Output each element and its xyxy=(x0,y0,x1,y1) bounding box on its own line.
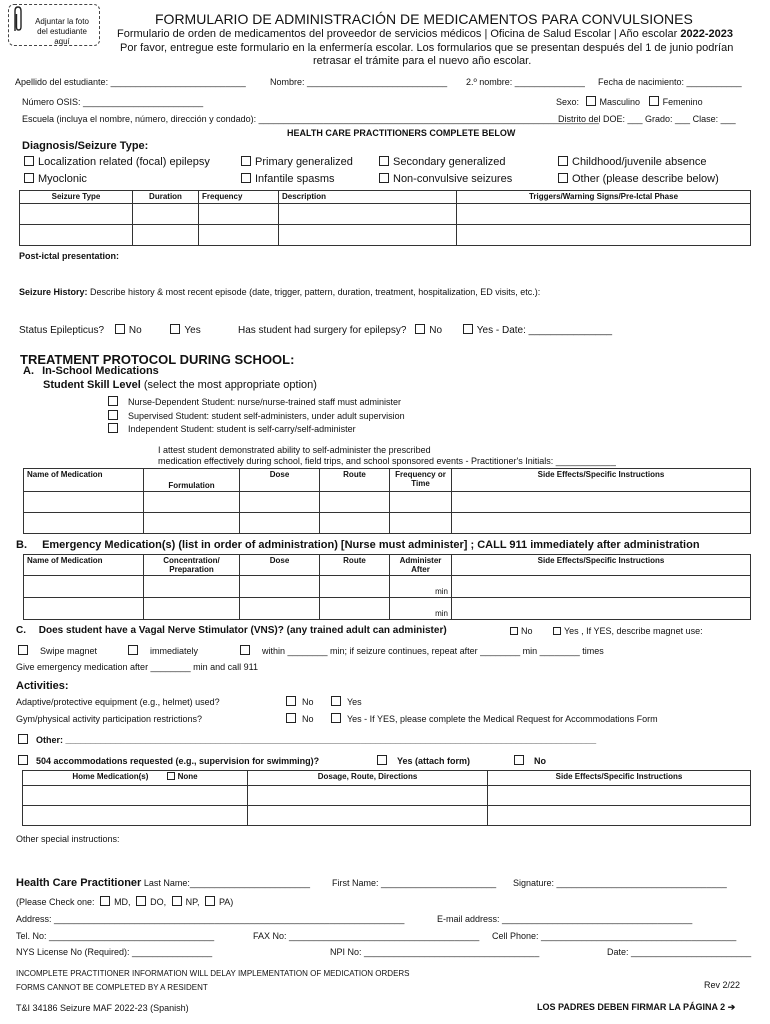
swipe-magnet-label: Swipe magnet xyxy=(40,646,98,656)
table-cell[interactable] xyxy=(457,225,751,246)
hcp-cell-field[interactable]: Cell Phone: _______________________________________ xyxy=(492,931,737,941)
arrow-right-icon: ➔ xyxy=(727,1002,736,1012)
protective-yes-option[interactable] xyxy=(331,696,362,707)
status-epilepticus-group xyxy=(19,324,201,336)
other-activities-option[interactable] xyxy=(18,734,596,745)
paperclip-icon xyxy=(12,5,24,35)
hcp-date-field[interactable]: Date: ________________________ xyxy=(607,947,752,957)
table-cell[interactable] xyxy=(240,492,320,513)
table-cell[interactable] xyxy=(452,598,751,620)
status-epilepticus-label: Status Epilepticus? xyxy=(19,325,105,336)
parents-sign-notice xyxy=(537,1002,735,1013)
med-col-route: Route xyxy=(320,469,390,492)
student-last-name-field[interactable]: Apellido del estudiante: ___________________________ xyxy=(15,77,246,87)
form-instructions-line1: Por favor, entregue este formulario en la enfermería escolar. Los formularios que se presentan después del 1 de junio podrían xyxy=(120,42,734,54)
hcp-first-name-field[interactable]: First Name: _______________________ xyxy=(332,878,497,888)
checkbox-surgery-no[interactable] xyxy=(415,324,425,334)
diagnosis-option-label: Localization related (focal) epilepsy xyxy=(38,156,210,168)
student-first-name-field[interactable]: Nombre: ____________________________ xyxy=(270,77,448,87)
emerg-col-side-effects: Side Effects/Specific Instructions xyxy=(452,555,751,576)
surgery-yes-date-field[interactable]: Yes - Date: _______________ xyxy=(476,325,613,336)
checkbox-supervised[interactable] xyxy=(108,410,118,420)
table-cell[interactable] xyxy=(24,598,144,620)
table-cell[interactable] xyxy=(452,576,751,598)
seizure-history-text: Describe history & most recent episode (date, trigger, pattern, duration, treatment, hospitalization, ED visits, etc.): xyxy=(90,287,541,297)
vns-swipe-option[interactable] xyxy=(18,645,97,656)
skill-option-nurse-dependent[interactable] xyxy=(108,396,401,407)
seizure-col-duration: Duration xyxy=(133,191,199,204)
table-cell[interactable] xyxy=(488,786,751,806)
photo-attachment-box xyxy=(8,4,100,46)
district-grade-class-field[interactable]: Distrito del DOE: ___ Grado: ___ Clase: ___ xyxy=(558,114,736,124)
med-col-side-effects: Side Effects/Specific Instructions xyxy=(452,469,751,492)
checkbox-pa[interactable] xyxy=(205,896,215,906)
diagnosis-option-other[interactable] xyxy=(558,173,719,185)
checkbox-male[interactable] xyxy=(586,96,596,106)
accommodations-label: 504 accommodations requested (e.g., supervision for swimming)? xyxy=(36,756,320,766)
skill-level-label: Student Skill Level xyxy=(43,379,141,391)
emerg-col-administer-after: Administer After xyxy=(390,555,452,576)
table-row xyxy=(24,492,751,513)
table-cell[interactable] xyxy=(199,204,279,225)
table-cell[interactable] xyxy=(240,513,320,534)
table-cell[interactable] xyxy=(452,492,751,513)
hcp-last-name-field[interactable]: Last Name:________________________ xyxy=(143,878,310,888)
protective-no-option[interactable] xyxy=(286,696,314,707)
hcp-fax-field[interactable]: FAX No: ______________________________________ xyxy=(253,931,480,941)
table-cell[interactable] xyxy=(390,492,452,513)
skill-option-label: Independent Student: student is self-carry/self-administer xyxy=(128,424,356,434)
diagnosis-option-label: Non-convulsive seizures xyxy=(393,173,513,185)
gym-restrictions-question: Gym/physical activity participation restrictions? xyxy=(16,714,203,724)
gym-yes-option[interactable] xyxy=(331,713,658,724)
emergency-heading xyxy=(16,539,700,551)
section-b-label: B. xyxy=(16,539,27,551)
sex-group xyxy=(556,96,703,107)
vns-immediately-option[interactable] xyxy=(128,645,198,656)
diagnosis-option-absence[interactable] xyxy=(558,156,707,168)
gym-no-option[interactable] xyxy=(286,713,314,724)
vns-yes-option[interactable] xyxy=(553,626,703,636)
hcp-title: Health Care Practitioner xyxy=(16,877,142,889)
skill-option-independent[interactable] xyxy=(108,423,356,434)
status-yes-label: Yes xyxy=(184,325,201,336)
section-a-title: In-School Medications xyxy=(42,365,159,377)
surgery-no-label: No xyxy=(429,325,443,336)
skill-level-heading xyxy=(43,379,317,391)
table-cell[interactable] xyxy=(20,225,133,246)
emergency-medication-table xyxy=(23,554,751,620)
med-col-formulation: Formulation xyxy=(144,469,240,492)
form-id: T&I 34186 Seizure MAF 2022-23 (Spanish) xyxy=(16,1003,189,1013)
checkbox-504-no[interactable] xyxy=(514,755,524,765)
table-cell[interactable] xyxy=(199,225,279,246)
table-cell[interactable] xyxy=(144,513,240,534)
table-cell[interactable] xyxy=(488,806,751,826)
np-label: NP, xyxy=(185,897,200,907)
sex-label: Sexo: xyxy=(556,97,580,107)
checkbox-gym-yes[interactable] xyxy=(331,713,341,723)
checkbox-status-yes[interactable] xyxy=(170,324,180,334)
diagnosis-option-label: Secondary generalized xyxy=(393,156,506,168)
seizure-col-type: Seizure Type xyxy=(20,191,133,204)
section-c-label: C. xyxy=(16,625,26,636)
post-ictal-label: Post-ictal presentation: xyxy=(19,251,120,261)
emerg-col-route: Route xyxy=(320,555,390,576)
md-label: MD, xyxy=(114,897,131,907)
table-cell[interactable] xyxy=(23,806,248,826)
checkbox-secondary[interactable] xyxy=(379,156,389,166)
table-cell[interactable] xyxy=(240,598,320,620)
med-col-name: Name of Medication xyxy=(24,469,144,492)
table-cell[interactable] xyxy=(144,598,240,620)
min-cell[interactable]: min xyxy=(390,576,452,598)
table-cell[interactable] xyxy=(390,513,452,534)
table-cell[interactable] xyxy=(144,576,240,598)
osis-field[interactable]: Número OSIS: ________________________ xyxy=(22,97,204,107)
table-row xyxy=(20,204,751,225)
skill-option-label: Nurse-Dependent Student: nurse/nurse-trained staff must administer xyxy=(128,397,401,407)
form-subtitle-text: Formulario de orden de medicamentos del proveedor de servicios médicos | Oficina de Salud Escolar | Año escolar xyxy=(117,28,678,40)
table-cell[interactable] xyxy=(24,576,144,598)
hcp-tel-field[interactable]: Tel. No: _________________________________ xyxy=(16,931,215,941)
sex-female-label: Femenino xyxy=(662,97,703,107)
activities-title: Activities: xyxy=(16,680,69,692)
accommodations-yes-option[interactable] xyxy=(377,755,470,766)
checkbox-504[interactable] xyxy=(18,755,28,765)
seizure-table xyxy=(19,190,751,246)
accommodations-no-label: No xyxy=(534,756,546,766)
checkbox-within[interactable] xyxy=(240,645,250,655)
vns-yes-label: Yes , If YES, describe magnet use: xyxy=(564,626,703,636)
diagnosis-option-nonconvulsive[interactable] xyxy=(379,173,512,185)
pa-label: PA) xyxy=(218,897,234,907)
table-cell[interactable] xyxy=(240,576,320,598)
accommodations-yes-label: Yes (attach form) xyxy=(397,756,471,766)
hcp-email-field[interactable]: E-mail address: ______________________________________ xyxy=(437,914,693,924)
parents-sign-text: LOS PADRES DEBEN FIRMAR LA PÁGINA 2 xyxy=(537,1002,726,1012)
home-medication-table xyxy=(22,770,751,826)
accommodations-no-option[interactable] xyxy=(514,755,546,766)
vns-question: Does student have a Vagal Nerve Stimulator (VNS)? (any trained adult can administer) xyxy=(38,625,447,636)
table-cell[interactable] xyxy=(457,204,751,225)
footer-warning-resident: FORMS CANNOT BE COMPLETED BY A RESIDENT xyxy=(16,983,208,992)
attestation-line2[interactable]: medication effectively during school, field trips, and school sponsored events - Practitioner's Initials: ____________ xyxy=(158,456,616,466)
checkbox-vns-no[interactable] xyxy=(510,627,518,635)
table-cell[interactable] xyxy=(24,492,144,513)
seizure-col-triggers: Triggers/Warning Signs/Pre-Ictal Phase xyxy=(457,191,751,204)
checkbox-female[interactable] xyxy=(649,96,659,106)
emerg-col-concentration: Concentration/ Preparation xyxy=(144,555,240,576)
treatment-title: TREATMENT PROTOCOL DURING SCHOOL: xyxy=(20,352,295,367)
accommodations-question[interactable] xyxy=(18,755,319,766)
do-label: DO, xyxy=(150,897,167,907)
seizure-history-label: Seizure History: xyxy=(19,287,88,297)
vns-within-option[interactable] xyxy=(240,645,604,656)
checkbox-nonconvulsive[interactable] xyxy=(379,173,389,183)
protective-equipment-question: Adaptive/protective equipment (e.g., helmet) used? xyxy=(16,697,220,707)
in-school-heading xyxy=(23,365,159,377)
home-col-medication xyxy=(23,771,248,786)
hcp-address-field[interactable]: Address: ______________________________________________________________________ xyxy=(16,914,405,924)
form-subtitle xyxy=(117,28,733,40)
table-cell[interactable] xyxy=(144,492,240,513)
school-year: 2022-2023 xyxy=(680,28,733,40)
vns-heading xyxy=(16,625,447,636)
table-row xyxy=(24,576,751,598)
surgery-group xyxy=(238,324,612,336)
table-cell[interactable] xyxy=(320,492,390,513)
hcp-check-label: (Please Check one: xyxy=(16,897,95,907)
diagnosis-option-focal[interactable] xyxy=(24,156,210,168)
hcp-license-field[interactable]: NYS License No (Required): ________________ xyxy=(16,947,213,957)
table-cell[interactable] xyxy=(279,204,457,225)
skill-option-label: Supervised Student: student self-administers, under adult supervision xyxy=(128,411,405,421)
diagnosis-title: Diagnosis/Seizure Type: xyxy=(22,140,149,152)
skill-level-note: (select the most appropriate option) xyxy=(143,379,317,391)
form-instructions-line2: retrasar el trámite para el nuevo año escolar. xyxy=(313,55,532,67)
other-activities-field[interactable]: Other: __________________________________________________________________________________________________________ xyxy=(36,735,597,745)
birth-date-field[interactable]: Fecha de nacimiento: ___________ xyxy=(598,77,742,87)
home-none-label: None xyxy=(177,772,198,781)
diagnosis-option-label: Other (please describe below) xyxy=(572,173,719,185)
checkbox-vns-yes[interactable] xyxy=(553,627,561,635)
table-cell[interactable] xyxy=(279,225,457,246)
checkbox-independent[interactable] xyxy=(108,423,118,433)
in-school-medication-table xyxy=(23,468,751,534)
other-instructions-label: Other special instructions: xyxy=(16,834,120,844)
table-cell[interactable] xyxy=(248,786,488,806)
checkbox-focal[interactable] xyxy=(24,156,34,166)
checkbox-protective-no[interactable] xyxy=(286,696,296,706)
diagnosis-option-label: Myoclonic xyxy=(38,173,87,185)
checkbox-absence[interactable] xyxy=(558,156,568,166)
status-no-label: No xyxy=(128,325,142,336)
within-field[interactable]: within ________ min; if seizure continues, repeat after ________ min ________ times xyxy=(262,646,604,656)
diagnosis-option-label: Childhood/juvenile absence xyxy=(572,156,707,168)
table-cell[interactable] xyxy=(133,204,199,225)
emerg-col-name: Name of Medication xyxy=(24,555,144,576)
home-col-dosage: Dosage, Route, Directions xyxy=(248,771,488,786)
attestation-line1: I attest student demonstrated ability to self-administer the prescribed xyxy=(158,445,431,455)
photo-label-line1: Adjuntar la foto xyxy=(35,17,89,26)
hcp-credential-row xyxy=(16,896,233,907)
form-title: FORMULARIO DE ADMINISTRACIÓN DE MEDICAMENTOS PARA CONVULSIONES xyxy=(155,11,693,27)
diagnosis-option-myoclonic[interactable] xyxy=(24,173,87,185)
checkbox-home-none[interactable] xyxy=(167,772,175,780)
seizure-col-description: Description xyxy=(279,191,457,204)
checkbox-immediately[interactable] xyxy=(128,645,138,655)
checkbox-other-activities[interactable] xyxy=(18,734,28,744)
table-cell[interactable] xyxy=(20,204,133,225)
checkbox-np[interactable] xyxy=(172,896,182,906)
sex-male-label: Masculino xyxy=(599,97,641,107)
table-row xyxy=(24,598,751,620)
min-cell[interactable]: min xyxy=(390,598,452,620)
vns-no-label: No xyxy=(521,626,533,636)
checkbox-swipe-magnet[interactable] xyxy=(18,645,28,655)
checkbox-md[interactable] xyxy=(100,896,110,906)
diagnosis-option-label: Infantile spasms xyxy=(255,173,335,185)
section-b-title: Emergency Medication(s) (list in order of administration) [Nurse must administer] ; CALL 911 immediately after administration xyxy=(42,539,700,551)
footer-warning-incomplete: INCOMPLETE PRACTITIONER INFORMATION WILL DELAY IMPLEMENTATION OF MEDICATION ORDERS xyxy=(16,969,410,978)
home-col-side-effects: Side Effects/Specific Instructions xyxy=(488,771,751,786)
immediately-label: immediately xyxy=(150,646,199,656)
checkbox-status-no[interactable] xyxy=(115,324,125,334)
diagnosis-option-infantile[interactable] xyxy=(241,173,334,185)
practitioner-section-header: HEALTH CARE PRACTITIONERS COMPLETE BELOW xyxy=(287,128,516,138)
gym-yes-label: Yes - If YES, please complete the Medical Request for Accommodations Form xyxy=(347,714,658,724)
seizure-col-frequency: Frequency xyxy=(199,191,279,204)
table-row xyxy=(23,786,751,806)
vns-no-option[interactable] xyxy=(510,626,533,636)
checkbox-surgery-yes[interactable] xyxy=(463,324,473,334)
skill-option-supervised[interactable] xyxy=(108,410,405,421)
protective-no-label: No xyxy=(302,697,314,707)
checkbox-infantile[interactable] xyxy=(241,173,251,183)
table-cell[interactable] xyxy=(24,513,144,534)
checkbox-gym-no[interactable] xyxy=(286,713,296,723)
photo-label-line3: aquí xyxy=(54,37,70,46)
table-cell[interactable] xyxy=(320,576,390,598)
emerg-col-dose: Dose xyxy=(240,555,320,576)
table-cell[interactable] xyxy=(320,513,390,534)
med-col-dose: Dose xyxy=(240,469,320,492)
school-field[interactable]: Escuela (incluya el nombre, número, dirección y condado): ____________________________________________________________________ xyxy=(22,114,599,124)
checkbox-nurse-dependent[interactable] xyxy=(108,396,118,406)
checkbox-primary[interactable] xyxy=(241,156,251,166)
checkbox-other[interactable] xyxy=(558,173,568,183)
photo-label-line2: del estudiante xyxy=(37,27,87,36)
table-cell[interactable] xyxy=(452,513,751,534)
hcp-name-row xyxy=(16,877,310,889)
home-medication-label: Home Medication(s) xyxy=(72,772,149,781)
checkbox-do[interactable] xyxy=(136,896,146,906)
diagnosis-option-primary[interactable] xyxy=(241,156,353,168)
table-cell[interactable] xyxy=(133,225,199,246)
diagnosis-option-label: Primary generalized xyxy=(255,156,353,168)
checkbox-504-yes[interactable] xyxy=(377,755,387,765)
checkbox-myoclonic[interactable] xyxy=(24,173,34,183)
med-col-frequency: Frequency or Time xyxy=(390,469,452,492)
give-emergency-field[interactable]: Give emergency medication after ________ min and call 911 xyxy=(16,662,258,672)
hcp-npi-field[interactable]: NPI No: ___________________________________ xyxy=(330,947,540,957)
revision-label: Rev 2/22 xyxy=(704,980,741,990)
table-row xyxy=(23,806,751,826)
table-cell[interactable] xyxy=(23,786,248,806)
table-row xyxy=(20,225,751,246)
section-a-label: A. xyxy=(23,365,34,377)
surgery-question: Has student had surgery for epilepsy? xyxy=(238,325,407,336)
diagnosis-option-secondary[interactable] xyxy=(379,156,506,168)
gym-no-label: No xyxy=(302,714,314,724)
student-second-name-field[interactable]: 2.º nombre: ______________ xyxy=(466,77,585,87)
checkbox-protective-yes[interactable] xyxy=(331,696,341,706)
table-cell[interactable] xyxy=(320,598,390,620)
table-cell[interactable] xyxy=(248,806,488,826)
hcp-signature-field[interactable]: Signature: __________________________________ xyxy=(513,878,727,888)
seizure-history xyxy=(19,287,540,297)
table-row xyxy=(24,513,751,534)
protective-yes-label: Yes xyxy=(347,697,362,707)
